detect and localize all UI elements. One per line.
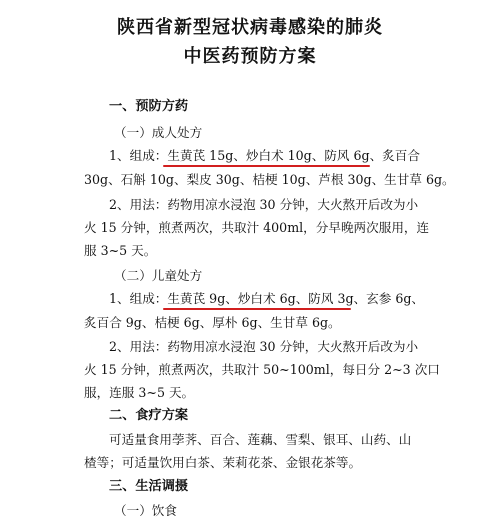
adult-composition-label: 1、组成：: [109, 148, 168, 163]
child-usage-line2: 火 15 分钟，煎煮两次，共取汁 50~100ml，每日分 2~3 次口: [84, 362, 440, 377]
adult-composition-herbs: 生黄芪 15g、炒白术 10g、防风 6g、炙百合: [167, 148, 420, 163]
child-usage-line1: 2、用法：药物用凉水浸泡 30 分钟，大火熬开后改为小: [109, 339, 419, 354]
child-composition-label: 1、组成：: [109, 291, 168, 306]
document-title-line2: 中医药预防方案: [183, 46, 317, 67]
document-title-line1: 陕西省新型冠状病毒感染的肺炎: [117, 17, 383, 38]
child-composition-line1: [109, 290, 424, 308]
section1-heading: 一、预防方药: [109, 99, 189, 114]
adult-composition-line1: [109, 147, 420, 165]
adult-usage-line3: 服 3~5 天。: [84, 243, 157, 258]
adult-usage-line1: 2、用法：药物用凉水浸泡 30 分钟，大火熬开后改为小: [109, 197, 419, 212]
diet-line2: 楂等；可适量饮用白茶、茉莉花茶、金银花茶等。: [84, 455, 362, 470]
child-herbs-red-underline: [163, 308, 351, 310]
child-composition-line2: 炙百合 9g、桔梗 6g、厚朴 6g、生甘草 6g。: [84, 315, 341, 330]
adult-composition-line2: 30g、石斛 10g、梨皮 30g、桔梗 10g、芦根 30g、生甘草 6g。: [84, 172, 455, 187]
child-usage-line3: 服，连服 3~5 天。: [84, 385, 195, 400]
diet-line1: 可适量食用荸荠、百合、莲藕、雪梨、银耳、山药、山: [109, 432, 412, 447]
adult-herbs-red-underline: [163, 165, 370, 167]
adult-prescription-heading: （一）成人处方: [114, 125, 203, 140]
adult-usage-line2: 火 15 分钟，煎煮两次，共取汁 400ml，分早晚两次服用，连: [84, 220, 430, 235]
section3-sub1-heading: （一）饮食: [114, 503, 177, 518]
section3-heading: 三、生活调摄: [109, 479, 189, 494]
section2-heading: 二、食疗方案: [109, 408, 189, 423]
child-composition-herbs: 生黄芪 9g、炒白术 6g、防风 3g、玄参 6g、: [167, 291, 425, 306]
child-prescription-heading: （二）儿童处方: [114, 268, 203, 283]
